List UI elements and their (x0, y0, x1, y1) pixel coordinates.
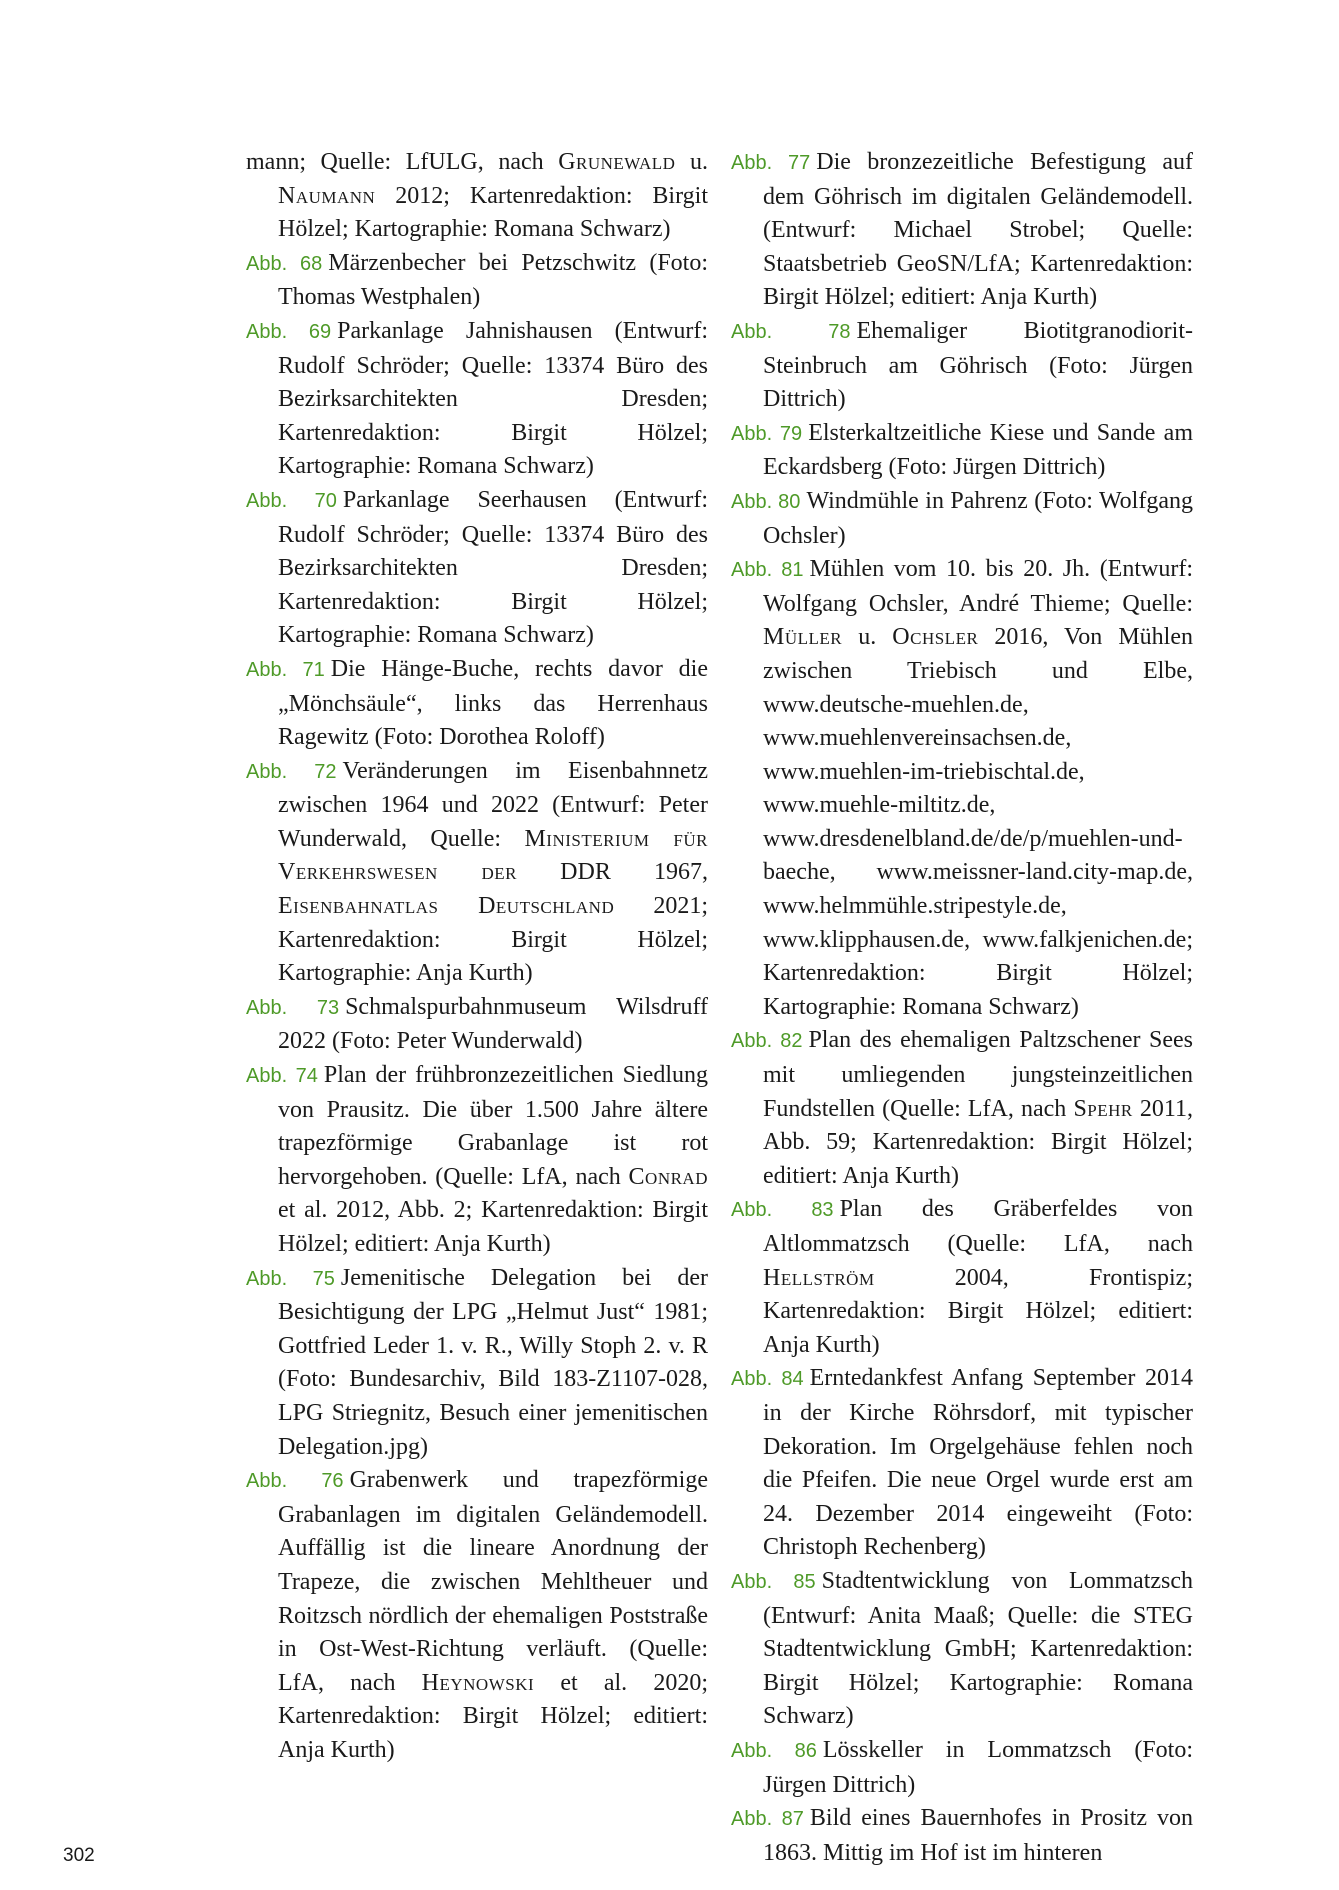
caption-entry (731, 315, 1193, 417)
caption-text: Jemenitische Delegation bei der Besichtigung der LPG „Helmut Just“ 1981; Gottfried Leder 1. v. R., Willy Stoph 2. v. R (Foto: Bundesarchiv, Bild 183-Z1107-028, LPG Striegnitz, Besuch einer jemenitischen Delegation.jpg) (278, 1264, 708, 1460)
caption-text: Windmühle in Pahrenz (Foto: Wolfgang Ochsler) (763, 487, 1193, 549)
caption-text: Parkanlage Jahnishausen (Entwurf: Rudolf Schröder; Quelle: 13374 Büro des Bezirksarchitekten Dresden; Kartenredaktion: Birgit Hölzel; Kartographie: Romana Schwarz) (278, 317, 708, 480)
figure-label: Abb. 84 (731, 1368, 804, 1391)
author-name: Spehr (1073, 1095, 1133, 1122)
caption-text: Plan des Gräberfeldes von Altlommatzsch (Quelle: LfA, nach (763, 1196, 1193, 1257)
author-name: Heynowski (421, 1669, 535, 1696)
author-name: Grunewald (558, 149, 676, 175)
caption-text: et al. 2012, Abb. 2; Kartenredaktion: Birgit Hölzel; editiert: Anja Kurth) (278, 1197, 708, 1257)
caption-text: Lösskeller in Lommatzsch (Foto: Jürgen Dittrich) (763, 1736, 1193, 1798)
caption-entry (731, 1193, 1193, 1362)
author-name: Naumann (278, 182, 376, 209)
caption-entry (246, 247, 708, 315)
caption-text: Elsterkaltzeitliche Kiese und Sande am Eckardsberg (Foto: Jürgen Dittrich) (763, 419, 1193, 481)
author-name: Ministerium für Verkehrswesen der (278, 825, 708, 886)
caption-text: u. (842, 624, 893, 651)
caption-text: Die bronzezeitliche Befestigung auf dem Göhrisch im digitalen Geländemodell. (Entwurf: Michael Strobel; Quelle: Staatsbetrieb GeoSN/LfA; Kartenredaktion: Birgit Hölzel; editiert: Anja Kurth) (763, 149, 1193, 311)
caption-text: u. (675, 149, 708, 175)
figure-label: Abb. 85 (731, 1570, 816, 1593)
caption-text: Parkanlage Seerhausen (Entwurf: Rudolf Schröder; Quelle: 13374 Büro des Bezirksarchitekten Dresden; Kartenredaktion: Birgit Hölzel; Kartographie: Romana Schwarz) (278, 486, 708, 649)
author-name: Hellström (763, 1264, 875, 1291)
caption-entry (246, 484, 708, 653)
caption-text: 2021; Kartenredaktion: Birgit Hölzel; Kartographie: Anja Kurth) (278, 893, 708, 987)
caption-text: 2004, Frontispiz; Kartenredaktion: Birgit Hölzel; editiert: Anja Kurth) (763, 1264, 1193, 1358)
caption-text: DDR 1967, (517, 859, 708, 886)
figure-label: Abb. 70 (246, 489, 337, 512)
caption-entry (246, 1464, 708, 1767)
caption-entry (246, 1262, 708, 1465)
caption-text: Veränderungen im Eisenbahnnetz zwischen 1964 und 2022 (Entwurf: Peter Wunderwald, Quelle: (278, 757, 708, 852)
caption-entry (731, 485, 1193, 553)
caption-entry (246, 755, 708, 991)
caption-text: Ehemaliger Biotitgranodiorit-Steinbruch am Göhrisch (Foto: Jürgen Dittrich) (763, 317, 1193, 413)
caption-entry (246, 1059, 708, 1262)
figure-label: Abb. 69 (246, 320, 332, 343)
figure-label: Abb. 83 (731, 1199, 834, 1222)
caption-text: Grabenwerk und trapezförmige Grabanlagen im digitalen Geländemodell. Auffällig ist die lineare Anordnung der Trapeze, die zwischen Mehltheuer und Roitzsch nördlich der ehemaligen Poststraße in Ost-West-Richtung verläuft. (Quelle: LfA, nach (278, 1467, 708, 1696)
author-name: Conrad (628, 1163, 708, 1190)
caption-text: Erntedankfest Anfang September 2014 in der Kirche Röhrsdorf, mit typischer Dekoration. Im Orgelgehäuse fehlen noch die Pfeifen. Die neue Orgel wurde erst am 24. Dezember 2014 eingeweiht (Foto: Christoph Rechenberg) (763, 1365, 1194, 1561)
figure-label: Abb. 86 (731, 1739, 817, 1762)
caption-entry (731, 1565, 1193, 1734)
caption-entry (731, 146, 1193, 315)
caption-entry (731, 1734, 1193, 1802)
caption-entry (731, 1024, 1193, 1193)
figure-label: Abb. 77 (731, 152, 811, 174)
author-name: Eisenbahnatlas Deutschland (278, 893, 615, 920)
figure-label: Abb. 81 (731, 559, 804, 582)
figure-label: Abb. 80 (731, 490, 801, 513)
caption-text: Märzenbecher bei Petzschwitz (Foto: Thomas Westphalen) (278, 249, 708, 311)
caption-text: 2012; Kartenredaktion: Birgit Hölzel; Kartographie: Romana Schwarz) (278, 182, 708, 243)
left-column (246, 146, 708, 1768)
caption-text: 2011, Abb. 59; Kartenredaktion: Birgit Hölzel; editiert: Anja Kurth) (763, 1095, 1194, 1189)
figure-label: Abb. 76 (246, 1470, 344, 1493)
figure-label: Abb. 73 (246, 996, 340, 1019)
caption-entry (246, 315, 708, 484)
caption-text: et al. 2020; Kartenredaktion: Birgit Hölzel; editiert: Anja Kurth) (278, 1669, 708, 1763)
caption-entry (246, 991, 708, 1059)
caption-entry (731, 553, 1193, 1024)
caption-text: Stadtentwicklung von Lommatzsch (Entwurf: Anita Maaß; Quelle: die STEG Stadtentwicklung GmbH; Kartenredaktion: Birgit Hölzel; Kartographie: Romana Schwarz) (763, 1567, 1193, 1730)
caption-text: Mühlen vom 10. bis 20. Jh. (Entwurf: Wolfgang Ochsler, André Thieme; Quelle: (763, 556, 1193, 617)
caption-entry (731, 1362, 1193, 1565)
caption-entry (246, 146, 708, 247)
figure-label: Abb. 71 (246, 658, 325, 681)
caption-entry (246, 653, 708, 755)
figure-label: Abb. 68 (246, 252, 323, 275)
author-name: Müller (763, 624, 843, 651)
figure-label: Abb. 82 (731, 1030, 803, 1053)
figure-label: Abb. 74 (246, 1065, 318, 1088)
figure-label: Abb. 75 (246, 1267, 335, 1290)
caption-text: Bild eines Bauernhofes in Prositz von 1863. Mittig im Hof ist im hinteren (763, 1805, 1193, 1866)
caption-text: mann; Quelle: LfULG, nach (246, 149, 559, 175)
caption-text: 2016, Von Mühlen zwischen Triebisch und Elbe, www.deutsche-muehlen.de, www.muehlenvereinsachsen.de, www.muehlen-im-triebischtal.de, www.muehle-miltitz.de, www.dresdenelbland.de/de/p/muehlen-und-baeche, www.meissner-land.city-map.de, www.helmmühle.stripestyle.de, www.klipphausen.de, www.falkjenichen.de; Kartenredaktion: Birgit Hölzel; Kartographie: Romana Schwarz) (763, 624, 1194, 1020)
figure-label: Abb. 87 (731, 1808, 804, 1831)
caption-text: Plan der frühbronzezeitlichen Siedlung von Prausitz. Die über 1.500 Jahre ältere trapezförmige Grabanlage ist rot hervorgehoben. (Quelle: LfA, nach (278, 1062, 708, 1190)
figure-label: Abb. 78 (731, 320, 851, 343)
figure-label: Abb. 79 (731, 422, 803, 445)
author-name: Ochsler (892, 624, 979, 651)
caption-text: Plan des ehemaligen Paltzschener Sees mit umliegenden jungsteinzeitlichen Fundstellen (Quelle: LfA, nach (763, 1027, 1193, 1122)
figure-label: Abb. 72 (246, 760, 337, 783)
caption-entry (731, 417, 1193, 485)
right-column (731, 146, 1193, 1870)
caption-text: Schmalspurbahnmuseum Wilsdruff 2022 (Foto: Peter Wunderwald) (278, 993, 708, 1055)
page-number: 302 (63, 1845, 95, 1866)
caption-entry (731, 1802, 1193, 1870)
caption-text: Die Hänge-Buche, rechts davor die „Mönchsäule“, links das Herrenhaus Ragewitz (Foto: Dorothea Roloff) (278, 655, 708, 751)
